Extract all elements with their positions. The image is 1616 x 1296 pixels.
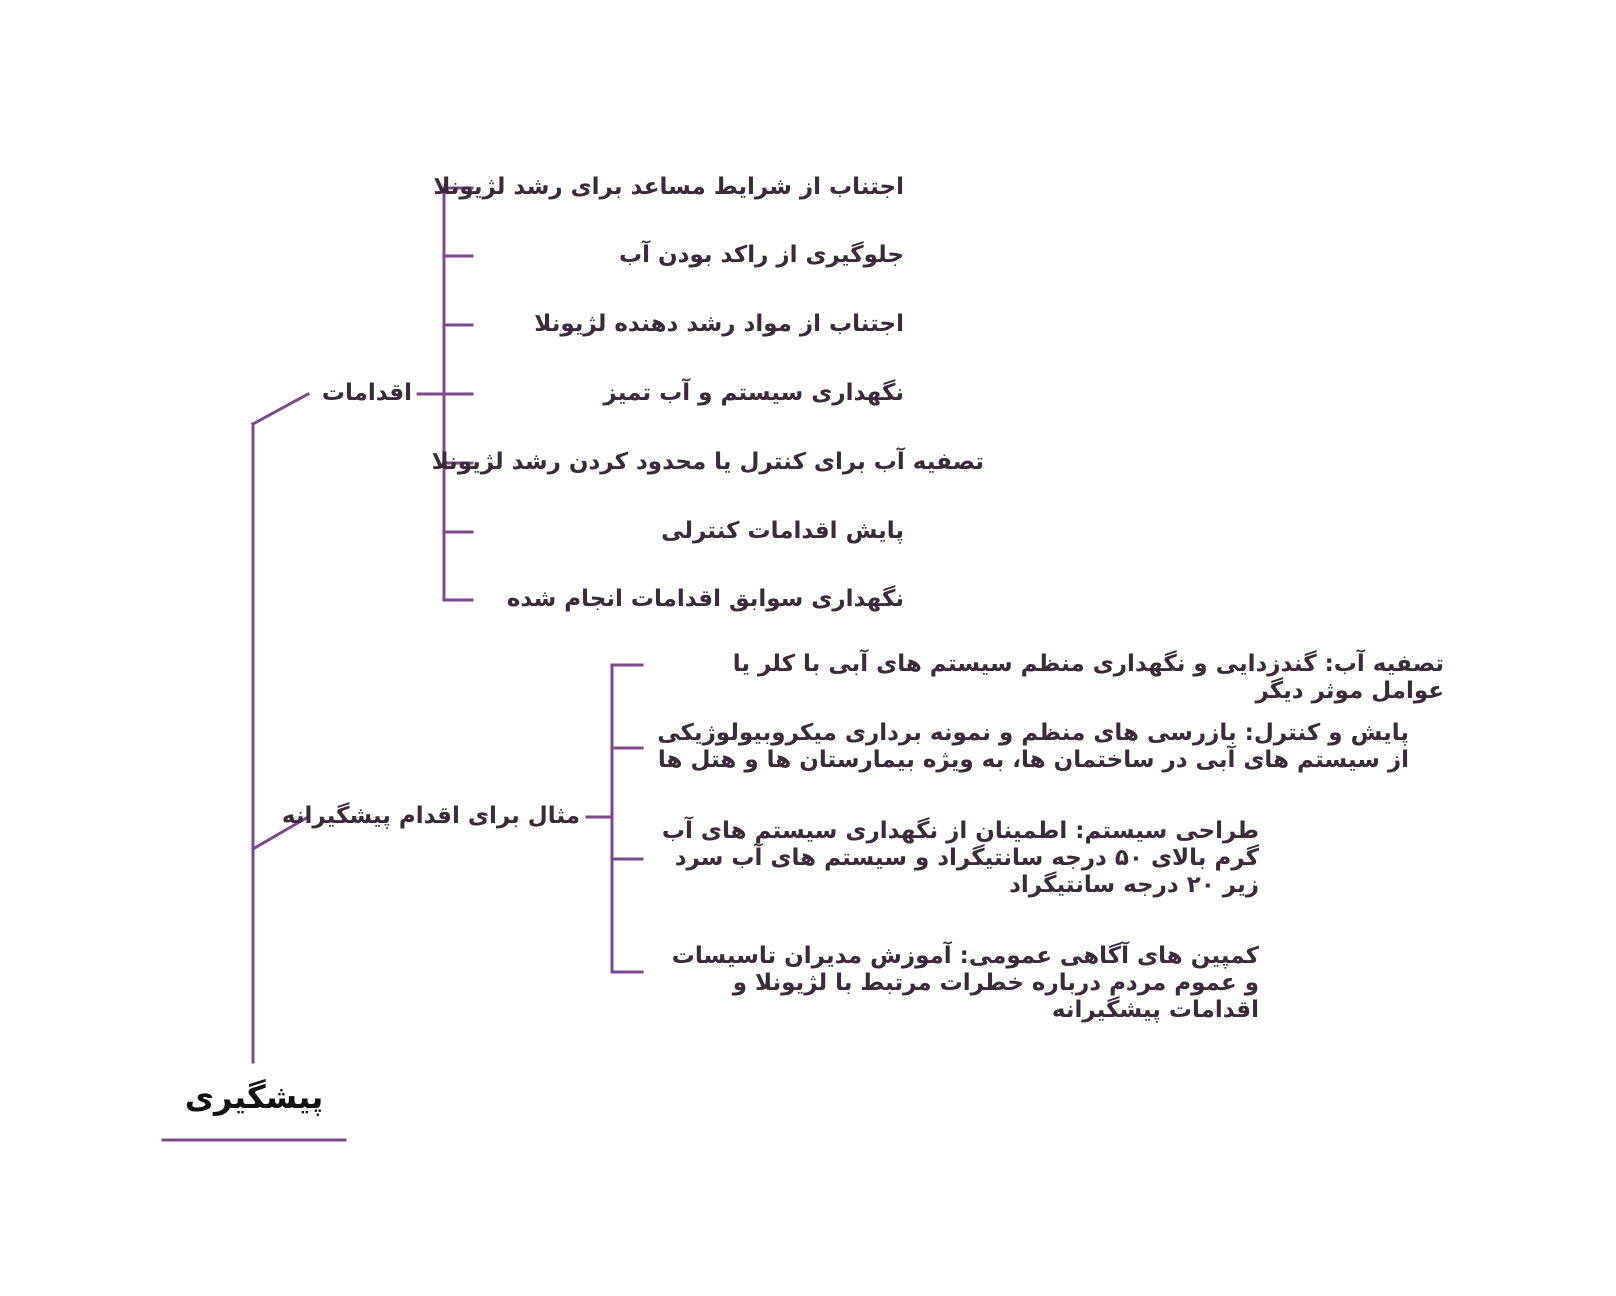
- measure-item: پایش اقدامات کنترلی: [661, 518, 904, 544]
- example-item: تصفیه آب: گندزدایی و نگهداری منظم سیستم های آبی با کلر یا عوامل موثر دیگر: [732, 651, 1444, 704]
- measure-item: نگهداری سوابق اقدامات انجام شده: [506, 586, 904, 612]
- measure-item: اجتناب از شرایط مساعد برای رشد لژیونلا: [433, 174, 904, 200]
- branch-label-measures: اقدامات: [321, 380, 412, 406]
- example-item: کمپین های آگاهی عمومی: آموزش مدیران تاسیسات و عموم مردم درباره خطرات مرتبط با لژیونلا و اقدامات پیشگیرانه: [671, 943, 1259, 1023]
- measure-item: اجتناب از مواد رشد دهنده لژیونلا: [534, 311, 904, 337]
- measure-item: جلوگیری از راکد بودن آب: [619, 242, 904, 268]
- branch-label-examples: مثال برای اقدام پیشگیرانه: [281, 803, 580, 829]
- measure-item: تصفیه آب برای کنترل یا محدود کردن رشد لژیونلا: [431, 449, 984, 475]
- example-item: طراحی سیستم: اطمینان از نگهداری سیستم های آب گرم بالای ۵۰ درجه سانتیگراد و سیستم های آب سرد زیر ۲۰ درجه سانتیگراد: [661, 818, 1259, 898]
- example-item: پایش و کنترل: بازرسی های منظم و نمونه برداری میکروبیولوژیکی از سیستم های آبی در ساختمان ها، به ویژه بیمارستان ها و هتل ها: [657, 720, 1409, 773]
- root-node: پیشگیری: [184, 1078, 324, 1116]
- branch-1-connector: [253, 394, 308, 424]
- measure-item: نگهداری سیستم و آب تمیز: [603, 380, 904, 406]
